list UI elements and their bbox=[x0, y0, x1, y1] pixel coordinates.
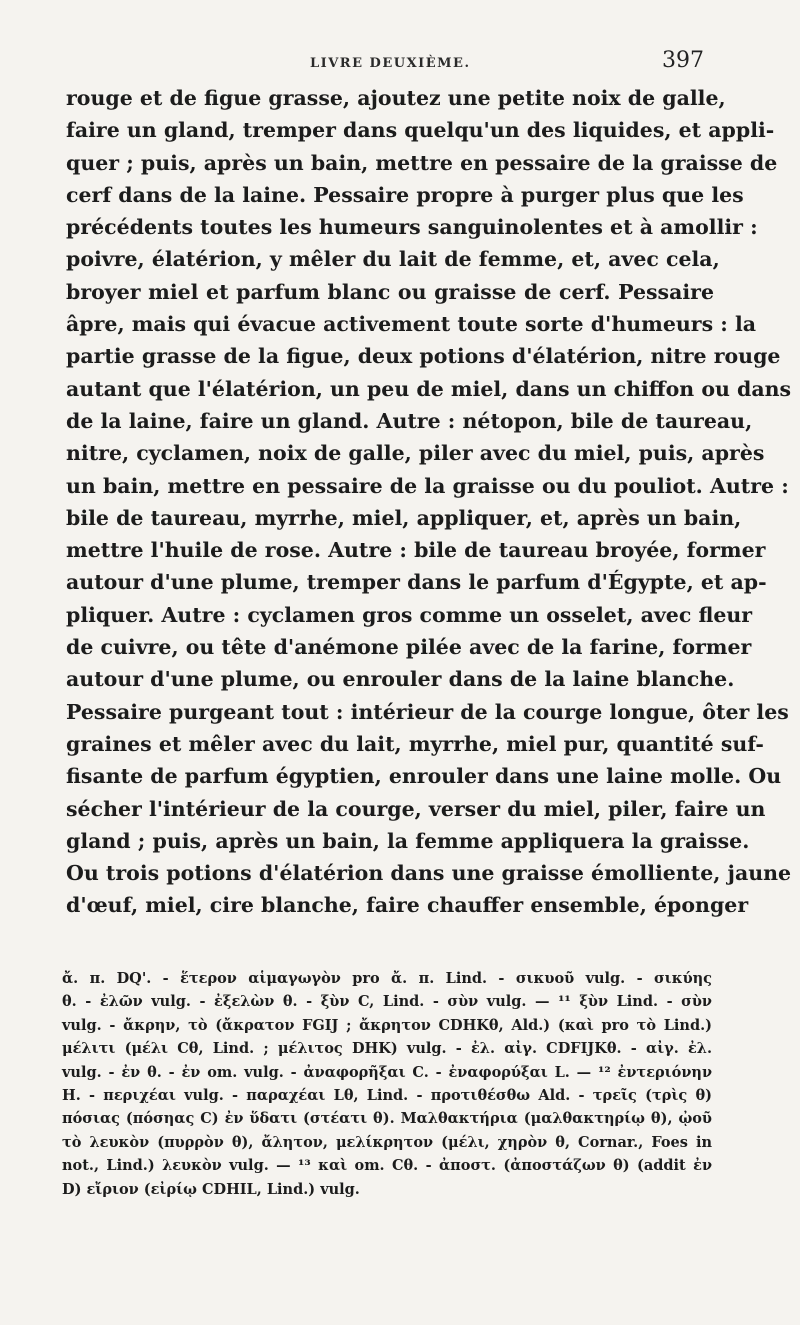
footnote-line: τὸ λευκὸν (πυρρὸν θ), ἄλητον, μελίκρητον (μέλι, χηρὸν θ, Cornar., Foes in bbox=[62, 1133, 712, 1151]
footnote-line: H. - περιχέαι vulg. - παραχέαι Lθ, Lind. - προτιθέσθω Ald. - τρεῖς (τρὶς θ) bbox=[62, 1086, 712, 1104]
body-line: précédents toutes les humeurs sanguinolentes et à amollir : bbox=[66, 215, 758, 240]
footnote-line: μέλιτι (μέλι Cθ, Lind. ; μέλιτος DHK) vulg. - ἐλ. αἰγ. CDFIJKθ. - αἰγ. ἐλ. bbox=[62, 1040, 712, 1058]
body-line: d'œuf, miel, cire blanche, faire chauffer ensemble, éponger bbox=[66, 893, 749, 918]
body-line: rouge et de figue grasse, ajoutez une petite noix de galle, bbox=[66, 86, 726, 110]
body-line: de cuivre, ou tête d'anémone pilée avec de la farine, former bbox=[66, 635, 752, 660]
footnote-line: θ. - ἐλῶν vulg. - ἐξελὼν θ. - ξὺν C, Lind. - σὺν vulg. — ¹¹ ξὺν Lind. - σὺν bbox=[62, 993, 712, 1011]
body-line: poivre, élatérion, y mêler du lait de femme, et, avec cela, bbox=[66, 247, 720, 272]
footnote-line: D) εἴριον (εἰρίῳ CDHIL, Lind.) vulg. bbox=[62, 1180, 360, 1198]
footnote-line: not., Lind.) λευκὸν vulg. — ¹³ καὶ om. Cθ. - ἀποστ. (ἀποστάζων θ) (addit ἐν bbox=[62, 1157, 712, 1175]
body-line: quer ; puis, après un bain, mettre en pessaire de la graisse de bbox=[66, 150, 778, 175]
footnote-line: vulg. - ἐν θ. - ἐν om. vulg. - ἀναφορῆξαι C. - ἐναφορύξαι L. — ¹² ἐντεριόνην bbox=[62, 1063, 712, 1081]
footnotes bbox=[62, 967, 712, 1201]
page-number: 397 bbox=[662, 48, 704, 73]
body-line: âpre, mais qui évacue activement toute sorte d'humeurs : la bbox=[66, 312, 757, 337]
body-line: Ou trois potions d'élatérion dans une graisse émolliente, jaune bbox=[66, 861, 792, 886]
footnote-line: πόσιας (πόσηας C) ἐν ὕδατι (στέατι θ). Μαλθακτήρια (μαλθακτηρίῳ θ), ᾠοῦ bbox=[62, 1110, 712, 1128]
body-line: bile de taureau, myrrhe, miel, appliquer, et, après un bain, bbox=[66, 505, 742, 530]
body-line: gland ; puis, après un bain, la femme appliquera la graisse. bbox=[66, 828, 750, 853]
body-line: pliquer. Autre : cyclamen gros comme un osselet, avec fleur bbox=[66, 602, 753, 627]
body-line: un bain, mettre en pessaire de la graisse ou du pouliot. Autre : bbox=[66, 473, 789, 498]
body-line: broyer miel et parfum blanc ou graisse de cerf. Pessaire bbox=[66, 279, 714, 304]
body-line: sécher l'intérieur de la courge, verser du miel, piler, faire un bbox=[66, 796, 766, 821]
body-line: graines et mêler avec du lait, myrrhe, miel pur, quantité suf- bbox=[66, 731, 764, 756]
body-line: partie grasse de la figue, deux potions d'élatérion, nitre rouge bbox=[66, 344, 781, 369]
body-line: Pessaire purgeant tout : intérieur de la courge longue, ôter les bbox=[66, 699, 789, 724]
body-line: autour d'une plume, ou enrouler dans de la laine blanche. bbox=[66, 667, 735, 692]
footnote-line: ἄ. π. DQ'. - ἕτερον αἱμαγωγὸν pro ἄ. π. Lind. - σικυοῦ vulg. - σικύης bbox=[62, 970, 712, 987]
body-line: fisante de parfum égyptien, enrouler dans une laine molle. Ou bbox=[66, 764, 782, 789]
body-line: de la laine, faire un gland. Autre : nétopon, bile de taureau, bbox=[66, 408, 753, 433]
footnote-line: vulg. - ἄκρην, τὸ (ἄκρατον FGIJ ; ἄκρητον CDHKθ, Ald.) (καὶ pro τὸ Lind.) bbox=[62, 1016, 712, 1034]
body-text bbox=[66, 82, 792, 922]
body-line: nitre, cyclamen, noix de galle, piler avec du miel, puis, après bbox=[66, 441, 765, 466]
body-line: autour d'une plume, tremper dans le parfum d'Égypte, et ap- bbox=[66, 570, 767, 595]
body-line: faire un gland, tremper dans quelqu'un des liquides, et appli- bbox=[66, 118, 775, 143]
body-line: cerf dans de la laine. Pessaire propre à purger plus que les bbox=[66, 182, 744, 207]
page-header bbox=[0, 50, 800, 80]
body-line: autant que l'élatérion, un peu de miel, dans un chiffon ou dans bbox=[66, 376, 792, 401]
running-head: LIVRE DEUXIÈME. bbox=[310, 56, 471, 71]
body-line: mettre l'huile de rose. Autre : bile de taureau broyée, former bbox=[66, 538, 766, 563]
